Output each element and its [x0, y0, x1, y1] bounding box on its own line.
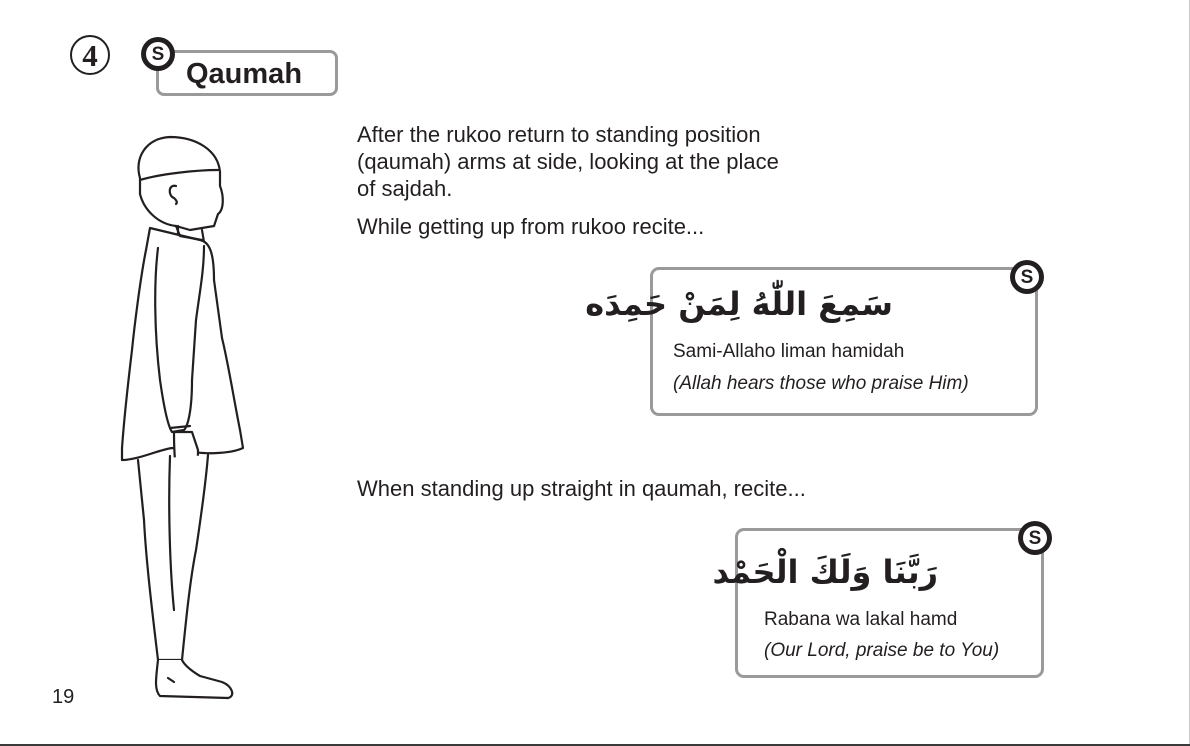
- dua-arabic: رَبَّنَا وَلَكَ الْحَمْد: [712, 553, 938, 591]
- intro-line: (qaumah) arms at side, looking at the place: [357, 149, 779, 174]
- dua-card: [585, 267, 1038, 416]
- intro-text: [357, 121, 779, 202]
- sunnah-badge-letter: S: [146, 42, 170, 66]
- sunnah-badge-icon: [141, 37, 175, 71]
- dua-arabic: سَمِعَ اللّٰهُ لِمَنْ حَمِدَه: [585, 285, 893, 323]
- standing-man-icon: [110, 130, 260, 705]
- dua-transliteration: Rabana wa lakal hamd: [764, 609, 958, 630]
- step-number: [70, 35, 110, 75]
- dua-card: [712, 528, 1044, 678]
- intro-line: After the rukoo return to standing position: [357, 122, 761, 147]
- dua-transliteration: Sami-Allaho liman hamidah: [673, 341, 905, 362]
- recite-prompt-2: When standing up straight in qaumah, recite...: [357, 476, 806, 501]
- page-number: 19: [52, 686, 75, 708]
- dua-meaning: (Our Lord, praise be to You): [764, 640, 1000, 661]
- section-title-box: [156, 50, 338, 96]
- intro-line: of sajdah.: [357, 176, 453, 201]
- sunnah-badge-icon: [1010, 260, 1044, 294]
- sunnah-badge-letter: S: [1015, 265, 1039, 289]
- step-number-text: 4: [82, 37, 98, 73]
- sunnah-badge-letter: S: [1023, 526, 1047, 550]
- dua-meaning: (Allah hears those who praise Him): [673, 373, 969, 394]
- section-title: Qaumah: [186, 58, 303, 90]
- recite-prompt-1: While getting up from rukoo recite...: [357, 214, 705, 239]
- sunnah-badge-icon: [1018, 521, 1052, 555]
